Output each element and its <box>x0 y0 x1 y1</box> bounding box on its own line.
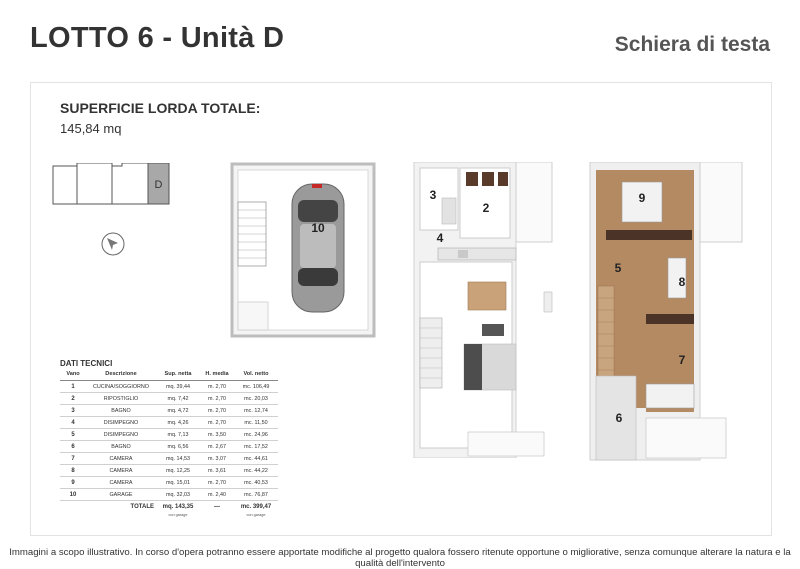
table-cell: mc. 76,87 <box>234 489 278 501</box>
table-cell: mq. 7,13 <box>156 429 200 441</box>
table-row <box>60 381 278 393</box>
table-cell: mc. 12,74 <box>234 405 278 417</box>
table-cell: mc. 17,52 <box>234 441 278 453</box>
table-cell: m. 3,61 <box>200 465 234 477</box>
column-header: Sup. netta <box>156 368 200 381</box>
column-header: Vol. netto <box>234 368 278 381</box>
table-cell: m. 2,67 <box>200 441 234 453</box>
table-cell: mc. 11,50 <box>234 417 278 429</box>
table-cell: mq. 4,26 <box>156 417 200 429</box>
room-number-upper-4: 7 <box>678 353 686 367</box>
column-header: H. media <box>200 368 234 381</box>
table-cell: mc. 44,22 <box>234 465 278 477</box>
table-row <box>60 441 278 453</box>
table-cell: DISIMPEGNO <box>86 429 156 441</box>
unit-letter: D <box>154 179 163 191</box>
column-header: Descrizione <box>86 368 156 381</box>
table-cell: mc. 40,53 <box>234 477 278 489</box>
table-cell: mq. 12,25 <box>156 465 200 477</box>
table-row <box>60 453 278 465</box>
table-note-row <box>60 512 278 518</box>
table-cell: CAMERA <box>86 477 156 489</box>
room-number-cell: 5 <box>60 429 86 441</box>
room-number-upper-3: 8 <box>678 275 686 289</box>
surface-label: SUPERFICIE LORDA TOTALE: <box>60 100 261 116</box>
upper-floor-plan <box>586 162 746 477</box>
table-cell: RIPOSTIGLIO <box>86 393 156 405</box>
table-cell: m. 2,70 <box>200 393 234 405</box>
room-number-upper-2: 5 <box>614 261 622 275</box>
table-cell: mq. 7,42 <box>156 393 200 405</box>
page-subtitle: Schiera di testa <box>614 33 770 56</box>
table-row <box>60 489 278 501</box>
technical-data-table <box>60 368 278 518</box>
table-cell: m. 2,70 <box>200 405 234 417</box>
room-number-ground-2: 2 <box>482 201 490 215</box>
table-header-row <box>60 368 278 381</box>
table-row <box>60 429 278 441</box>
table-row <box>60 465 278 477</box>
table-cell: mq. 15,01 <box>156 477 200 489</box>
total-spacer <box>60 501 86 513</box>
total-sup-note: con garage <box>168 513 188 517</box>
total-vol-note: con garage <box>246 513 266 517</box>
table-cell: CUCINA/SOGGIORNO <box>86 381 156 393</box>
table-cell: mc. 44,61 <box>234 453 278 465</box>
room-number-cell: 9 <box>60 477 86 489</box>
total-label: TOTALE <box>130 503 154 510</box>
room-number-cell: 10 <box>60 489 86 501</box>
room-number-cell: 7 <box>60 453 86 465</box>
table-cell: mq. 6,56 <box>156 441 200 453</box>
table-cell: m. 3,50 <box>200 429 234 441</box>
table-cell: mq. 39,44 <box>156 381 200 393</box>
ground-floor-plan <box>406 162 556 463</box>
room-number-cell: 8 <box>60 465 86 477</box>
table-cell: BAGNO <box>86 441 156 453</box>
table-cell: m. 2,70 <box>200 417 234 429</box>
compass-icon <box>99 230 127 258</box>
table-cell: mc. 106,49 <box>234 381 278 393</box>
table-cell: DISIMPEGNO <box>86 417 156 429</box>
total-vol: mc. 399,47 <box>240 503 272 510</box>
room-number-cell: 4 <box>60 417 86 429</box>
room-number-ground-3: 4 <box>436 231 444 245</box>
column-header: Vano <box>60 368 86 381</box>
table-row <box>60 417 278 429</box>
room-number-cell: 6 <box>60 441 86 453</box>
total-sup: mq. 143,35 <box>162 503 194 510</box>
technical-data-title: DATI TECNICI <box>60 359 113 368</box>
room-number-cell: 1 <box>60 381 86 393</box>
key-plan <box>52 163 170 205</box>
disclaimer-footer: Immagini a scopo illustrativo. In corso d'opera potranno essere apportate modifiche al progetto qualora fossero ritenute opportune o migliorative, senza comunque alterare la natura e la qualità dell'intervento <box>9 547 791 569</box>
table-cell: m. 3,07 <box>200 453 234 465</box>
room-number-garage: 10 <box>311 221 325 235</box>
page-title: LOTTO 6 - Unità D <box>30 22 285 54</box>
table-total-row <box>60 501 278 513</box>
note-spacer <box>200 512 234 518</box>
room-number-upper-5: 6 <box>615 411 623 425</box>
note-spacer <box>86 512 156 518</box>
table-cell: mq. 14,53 <box>156 453 200 465</box>
table-cell: CAMERA <box>86 465 156 477</box>
surface-value: 145,84 mq <box>60 121 122 136</box>
table-cell: CAMERA <box>86 453 156 465</box>
table-cell: m. 2,70 <box>200 477 234 489</box>
total-h: — <box>214 503 220 510</box>
table-cell: mc. 20,03 <box>234 393 278 405</box>
garage-plan <box>230 162 376 343</box>
table-row <box>60 477 278 489</box>
table-cell: mq. 32,03 <box>156 489 200 501</box>
room-number-cell: 2 <box>60 393 86 405</box>
room-number-upper-1: 9 <box>638 191 646 205</box>
table-cell: BAGNO <box>86 405 156 417</box>
table-cell: m. 2,70 <box>200 381 234 393</box>
room-number-ground-1: 3 <box>429 188 437 202</box>
table-cell: m. 2,40 <box>200 489 234 501</box>
table-cell: mq. 4,72 <box>156 405 200 417</box>
table-row <box>60 393 278 405</box>
table-row <box>60 405 278 417</box>
table-cell: GARAGE <box>86 489 156 501</box>
table-cell: mc. 24,96 <box>234 429 278 441</box>
room-number-cell: 3 <box>60 405 86 417</box>
note-spacer <box>60 512 86 518</box>
